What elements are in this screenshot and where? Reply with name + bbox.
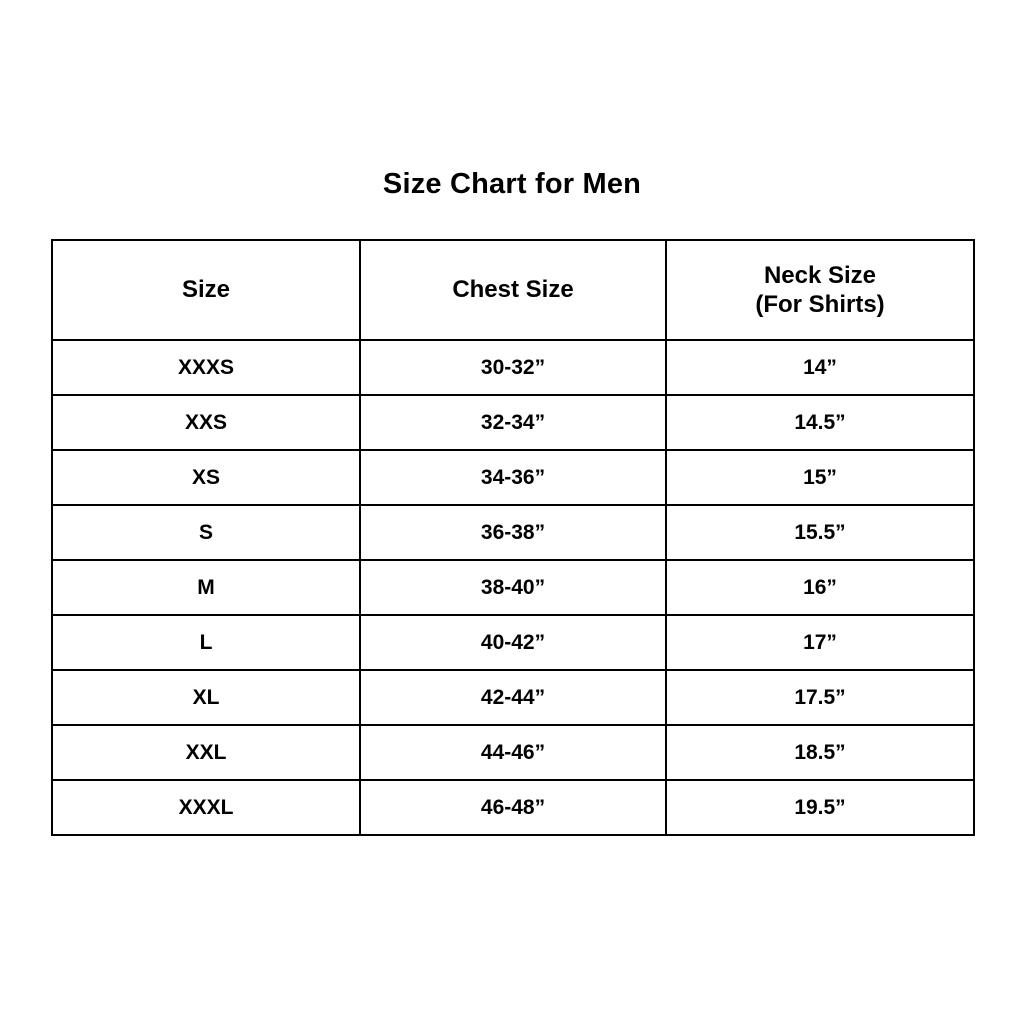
cell-neck: 17” — [666, 615, 974, 670]
cell-chest: 36-38” — [360, 505, 666, 560]
cell-size: XXXL — [52, 780, 360, 835]
cell-size: XS — [52, 450, 360, 505]
table-row — [52, 560, 974, 615]
cell-chest: 38-40” — [360, 560, 666, 615]
cell-size: S — [52, 505, 360, 560]
table-header — [52, 240, 974, 340]
table-header-row — [52, 240, 974, 340]
table-row — [52, 395, 974, 450]
cell-neck: 19.5” — [666, 780, 974, 835]
column-header-chest — [360, 240, 666, 340]
column-header-chest-label: Chest Size — [452, 276, 574, 304]
cell-chest: 32-34” — [360, 395, 666, 450]
column-header-neck — [666, 240, 974, 340]
cell-size: XXS — [52, 395, 360, 450]
cell-neck: 17.5” — [666, 670, 974, 725]
cell-chest: 40-42” — [360, 615, 666, 670]
cell-chest: 44-46” — [360, 725, 666, 780]
table-row — [52, 450, 974, 505]
cell-size: L — [52, 615, 360, 670]
column-header-neck-label: Neck Size — [763, 261, 877, 289]
cell-chest: 30-32” — [360, 340, 666, 395]
size-chart-table — [51, 239, 975, 836]
table-row — [52, 340, 974, 395]
column-header-size-label: Size — [181, 276, 231, 304]
cell-neck: 15.5” — [666, 505, 974, 560]
column-header-size — [52, 240, 360, 340]
table-row — [52, 725, 974, 780]
table-body — [52, 340, 974, 835]
cell-neck: 14” — [666, 340, 974, 395]
cell-chest: 42-44” — [360, 670, 666, 725]
table-row — [52, 670, 974, 725]
column-header-neck-sublabel: (For Shirts) — [755, 291, 885, 318]
cell-neck: 18.5” — [666, 725, 974, 780]
cell-size: XXL — [52, 725, 360, 780]
cell-neck: 15” — [666, 450, 974, 505]
table-row — [52, 615, 974, 670]
cell-chest: 46-48” — [360, 780, 666, 835]
cell-neck: 16” — [666, 560, 974, 615]
table-row — [52, 780, 974, 835]
cell-size: XXXS — [52, 340, 360, 395]
cell-size: M — [52, 560, 360, 615]
table-row — [52, 505, 974, 560]
size-chart-table-container — [51, 239, 973, 836]
cell-neck: 14.5” — [666, 395, 974, 450]
cell-chest: 34-36” — [360, 450, 666, 505]
page-title: Size Chart for Men — [382, 168, 642, 200]
cell-size: XL — [52, 670, 360, 725]
